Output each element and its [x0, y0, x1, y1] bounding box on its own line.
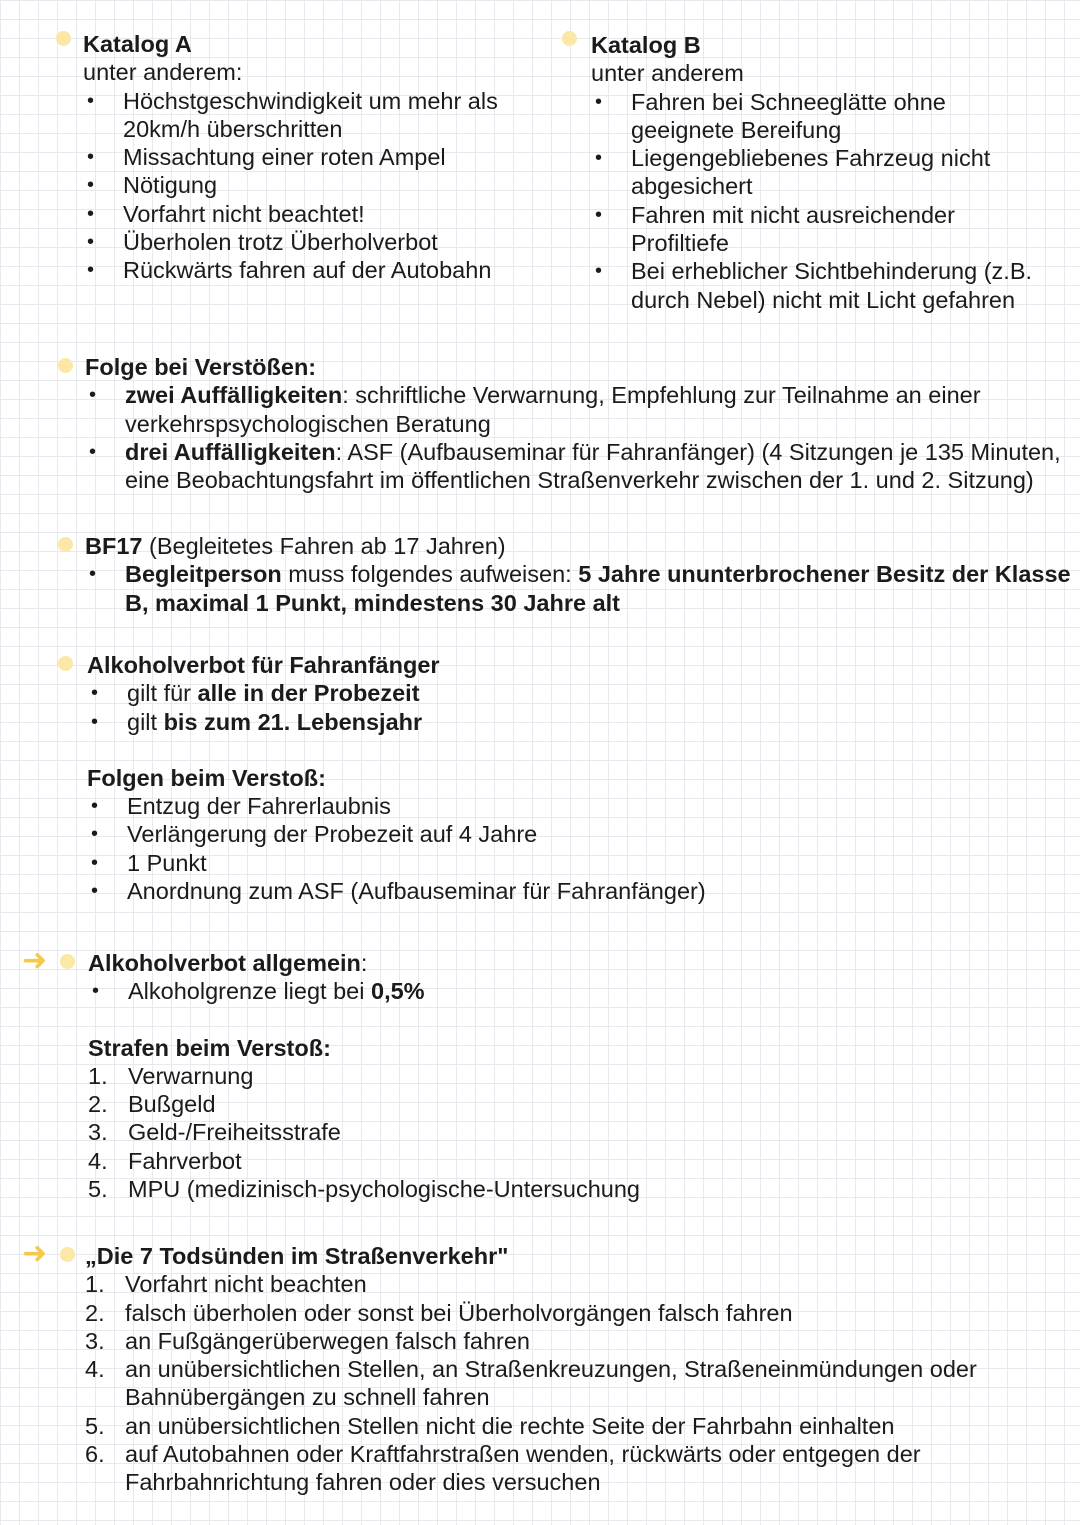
bullet-icon: • — [91, 795, 99, 818]
bullet-icon: • — [595, 90, 603, 113]
list-item: • Höchstgeschwindigkeit um mehr als 20km/h überschritten — [87, 87, 498, 142]
arrow-right-icon: ➜ — [22, 943, 48, 978]
list-item: 4. Fahrverbot — [88, 1147, 242, 1174]
bullet-icon: • — [91, 880, 99, 903]
bullet-icon: • — [87, 89, 95, 112]
list-item: 3. Geld-/Freiheitsstrafe — [88, 1119, 341, 1146]
bf17-section — [85, 532, 1075, 617]
bullet-icon: • — [595, 147, 603, 170]
list-item: • Entzug der Fahrerlaubnis — [91, 793, 391, 820]
alkohol-allgemein-title: Alkoholverbot allgemein — [88, 950, 361, 976]
katalog-b-section — [591, 31, 1071, 314]
list-item: • Fahren mit nicht ausreichender Profiltiefe — [595, 201, 955, 257]
bf17-subtitle: (Begleitetes Fahren ab 17 Jahren) — [142, 533, 506, 559]
folgen-list — [87, 792, 987, 905]
list-item: • Anordnung zum ASF (Aufbauseminar für Fahranfänger) — [91, 878, 706, 905]
list-item: • Rückwärts fahren auf der Autobahn — [87, 257, 492, 284]
section-dot-icon — [60, 1247, 75, 1262]
section-dot-icon — [60, 954, 75, 969]
bullet-icon: • — [87, 231, 95, 254]
bullet-icon: • — [91, 682, 99, 705]
bullet-icon: • — [91, 851, 99, 874]
alkohol-allgemein-list — [88, 977, 988, 1005]
katalog-a-intro: unter anderem: — [83, 59, 243, 86]
alkohol-fahranfaenger-title: Alkoholverbot für Fahranfänger — [87, 652, 440, 678]
alkohol-fahranfaenger-list — [87, 679, 987, 736]
list-item: • zwei Auffälligkeiten: schriftliche Verwarnung, Empfehlung zur Teilnahme an einer verkehrspsychologischen Beratung — [89, 382, 981, 437]
arrow-right-icon: ➜ — [22, 1236, 48, 1271]
list-item: • Bei erheblicher Sichtbehinderung (z.B. durch Nebel) nicht mit Licht gefahren — [595, 258, 1033, 313]
list-item: 4. an unübersichtlichen Stellen, an Straßenkreuzungen, Straßeneinmündungen oder Bahnübergängen zu schnell fahren — [85, 1356, 977, 1411]
list-item: 1. Verwarnung — [88, 1062, 254, 1089]
todsuenden-list — [85, 1270, 1075, 1496]
bullet-icon: • — [595, 260, 603, 283]
katalog-b-title: Katalog B — [591, 32, 701, 58]
section-dot-icon — [56, 31, 71, 46]
folge-list — [85, 381, 1075, 494]
katalog-b-intro: unter anderem — [591, 60, 744, 87]
list-item: 1. Vorfahrt nicht beachten — [85, 1271, 367, 1298]
bullet-icon: • — [87, 202, 95, 225]
bullet-icon: • — [92, 980, 100, 1003]
folge-section — [85, 353, 1075, 494]
list-item: • Überholen trotz Überholverbot — [87, 229, 438, 256]
list-item: 6. auf Autobahnen oder Kraftfahrstraßen wenden, rückwärts oder entgegen der Fahrbahnrichtung fahren oder dies versuchen — [85, 1441, 921, 1496]
bullet-icon: • — [87, 259, 95, 282]
list-item: • drei Auffälligkeiten: ASF (Aufbauseminar für Fahranfänger) (4 Sitzungen je 135 Minuten, eine Beobachtungsfahrt im öffentlichen Straßenverkehr zwischen der 1. und 2. Sitzung) — [89, 438, 1061, 494]
list-item: • gilt für alle in der Probezeit — [91, 680, 420, 707]
bullet-icon: • — [89, 563, 97, 586]
strafen-title: Strafen beim Verstoß: — [88, 1034, 331, 1061]
list-item: • Missachtung einer roten Ampel — [87, 144, 446, 171]
bf17-list — [85, 560, 1075, 617]
list-item: • gilt bis zum 21. Lebensjahr — [91, 708, 423, 735]
folge-title: Folge bei Verstößen: — [85, 354, 317, 380]
strafen-list — [88, 1062, 988, 1203]
alkohol-allgemein-section: Alkoholverbot allgemein: • Alkoholgrenze liegt bei 0,5% Strafen beim Verstoß: 1. Verwarnung 2. Bußgeld 3. Geld-/Freiheitsstrafe 4. Fahrverbot 5. MPU (medizinisch-psychologische-Untersuchung — [88, 949, 988, 1203]
list-item: 5. MPU (medizinisch-psychologische-Untersuchung — [88, 1176, 640, 1203]
section-dot-icon — [58, 656, 73, 671]
section-dot-icon — [562, 31, 577, 46]
todsuenden-section — [85, 1242, 1075, 1497]
katalog-a-title: Katalog A — [83, 31, 192, 57]
list-item: • Vorfahrt nicht beachtet! — [87, 200, 365, 227]
bullet-icon: • — [595, 203, 603, 226]
alkohol-fahranfaenger-section — [87, 651, 987, 905]
list-item: • Verlängerung der Probezeit auf 4 Jahre — [91, 821, 538, 848]
list-item: • Fahren bei Schneeglätte ohne geeignete Bereifung — [595, 88, 946, 143]
katalog-b-list — [591, 88, 1071, 314]
bullet-icon: • — [87, 174, 95, 197]
list-item: • Nötigung — [87, 172, 218, 199]
bullet-icon: • — [89, 384, 97, 407]
list-item: 3. an Fußgängerüberwegen falsch fahren — [85, 1327, 530, 1354]
list-item: 2. falsch überholen oder sonst bei Überholvorgängen falsch fahren — [85, 1299, 793, 1326]
list-item: • 1 Punkt — [91, 849, 207, 876]
list-item: 2. Bußgeld — [88, 1091, 216, 1118]
list-item: • Liegengebliebenes Fahrzeug nicht abgesichert — [595, 145, 991, 200]
katalog-a-section — [83, 30, 553, 285]
katalog-a-list — [83, 87, 553, 285]
section-dot-icon — [58, 537, 73, 552]
todsuenden-title: „Die 7 Todsünden im Straßenverkehr" — [85, 1243, 509, 1269]
section-dot-icon — [58, 358, 73, 373]
bullet-icon: • — [91, 823, 99, 846]
bullet-icon: • — [87, 146, 95, 169]
list-item: • Alkoholgrenze liegt bei 0,5% — [92, 978, 425, 1005]
bullet-icon: • — [89, 440, 97, 463]
list-item: 5. an unübersichtlichen Stellen nicht die rechte Seite der Fahrbahn einhalten — [85, 1412, 895, 1439]
bullet-icon: • — [91, 710, 99, 733]
folgen-title: Folgen beim Verstoß: — [87, 764, 326, 791]
list-item: • Begleitperson muss folgendes aufweisen: 5 Jahre ununterbrochener Besitz der Klasse B, maximal 1 Punkt, mindestens 30 Jahre alt — [89, 561, 1071, 616]
bf17-title: BF17 — [85, 533, 143, 559]
